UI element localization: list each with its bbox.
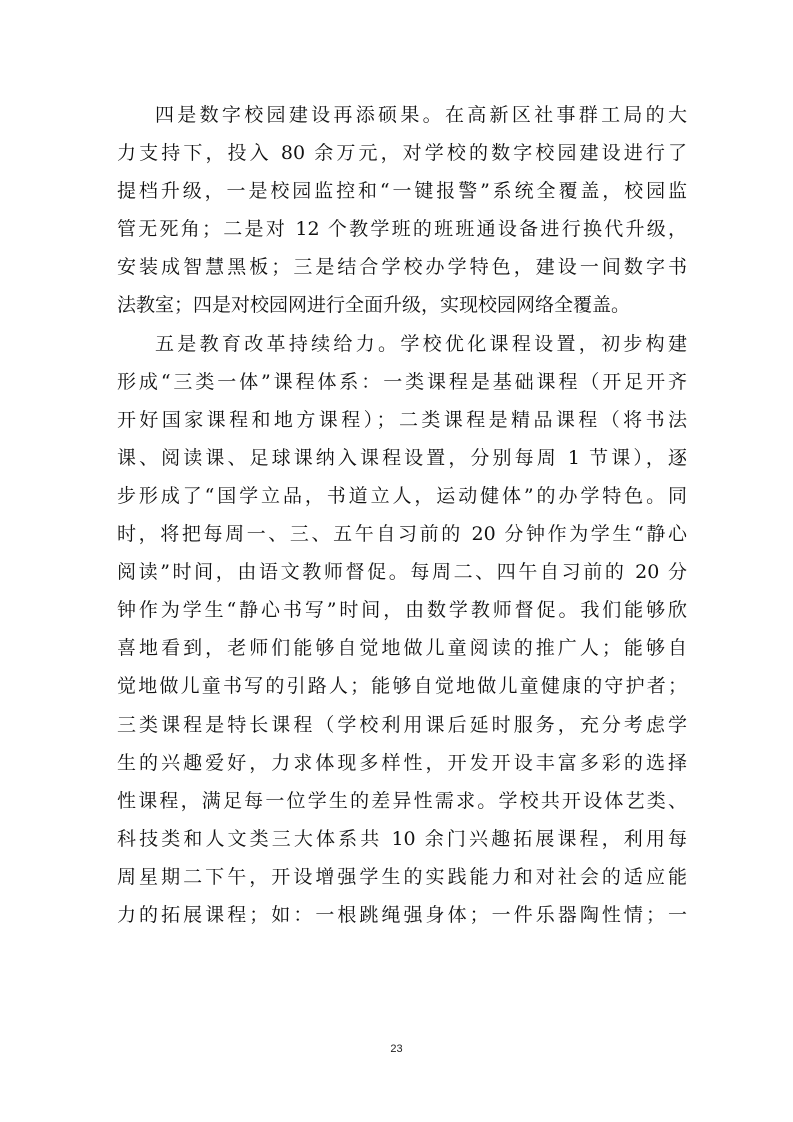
text-line: 科技类和人文类三大体系共 10 余门兴趣拓展课程，利用每 bbox=[117, 827, 687, 850]
text-line: 三类课程是特长课程（学校利用课后延时服务，充分考虑学 bbox=[117, 713, 687, 736]
text-line: 钟作为学生“静心书写”时间，由数学教师督促。我们能够欣 bbox=[117, 599, 687, 622]
text-line: 开好国家课程和地方课程）；二类课程是精品课程（将书法 bbox=[117, 408, 687, 431]
text-line: 时，将把每周一、三、五午自习前的 20 分钟作为学生“静心 bbox=[117, 523, 687, 546]
text-line: 法教室；四是对校园网进行全面升级，实现校园网络全覆盖。 bbox=[117, 294, 631, 317]
text-line: 课、阅读课、足球课纳入课程设置，分别每周 1 节课），逐 bbox=[117, 446, 687, 469]
text-line: 提档升级，一是校园监控和“一键报警”系统全覆盖，校园监 bbox=[117, 180, 687, 203]
paragraph-education-reform bbox=[117, 325, 687, 935]
text-line: 力支持下，投入 80 余万元，对学校的数字校园建设进行了 bbox=[117, 142, 687, 165]
text-line: 性课程，满足每一位学生的差异性需求。学校共开设体艺类、 bbox=[117, 789, 687, 812]
text-line: 生的兴趣爱好，力求体现多样性，开发开设丰富多彩的选择 bbox=[117, 751, 687, 774]
text-line: 步形成了“国学立品，书道立人，运动健体”的办学特色。同 bbox=[117, 484, 687, 507]
text-line: 力的拓展课程；如：一根跳绳强身体；一件乐器陶性情；一 bbox=[117, 903, 687, 926]
text-line: 觉地做儿童书写的引路人；能够自觉地做儿童健康的守护者； bbox=[117, 675, 687, 698]
page-number: 23 bbox=[390, 1043, 403, 1055]
body-text bbox=[117, 96, 687, 934]
text-line: 阅读”时间，由语文教师督促。每周二、四午自习前的 20 分 bbox=[117, 561, 687, 584]
text-line: 形成“三类一体”课程体系：一类课程是基础课程（开足开齐 bbox=[117, 370, 687, 393]
text-line: 管无死角；二是对 12 个教学班的班班通设备进行换代升级， bbox=[117, 218, 687, 241]
text-line: 五是教育改革持续给力。学校优化课程设置，初步构建 bbox=[155, 332, 687, 355]
text-line: 安装成智慧黑板；三是结合学校办学特色，建设一间数字书 bbox=[117, 256, 687, 279]
paragraph-digital-campus bbox=[117, 96, 687, 325]
text-line: 周星期二下午，开设增强学生的实践能力和对社会的适应能 bbox=[117, 865, 687, 888]
text-line: 四是数字校园建设再添硕果。在高新区社事群工局的大 bbox=[155, 104, 687, 126]
text-line: 喜地看到，老师们能够自觉地做儿童阅读的推广人；能够自 bbox=[117, 637, 687, 660]
